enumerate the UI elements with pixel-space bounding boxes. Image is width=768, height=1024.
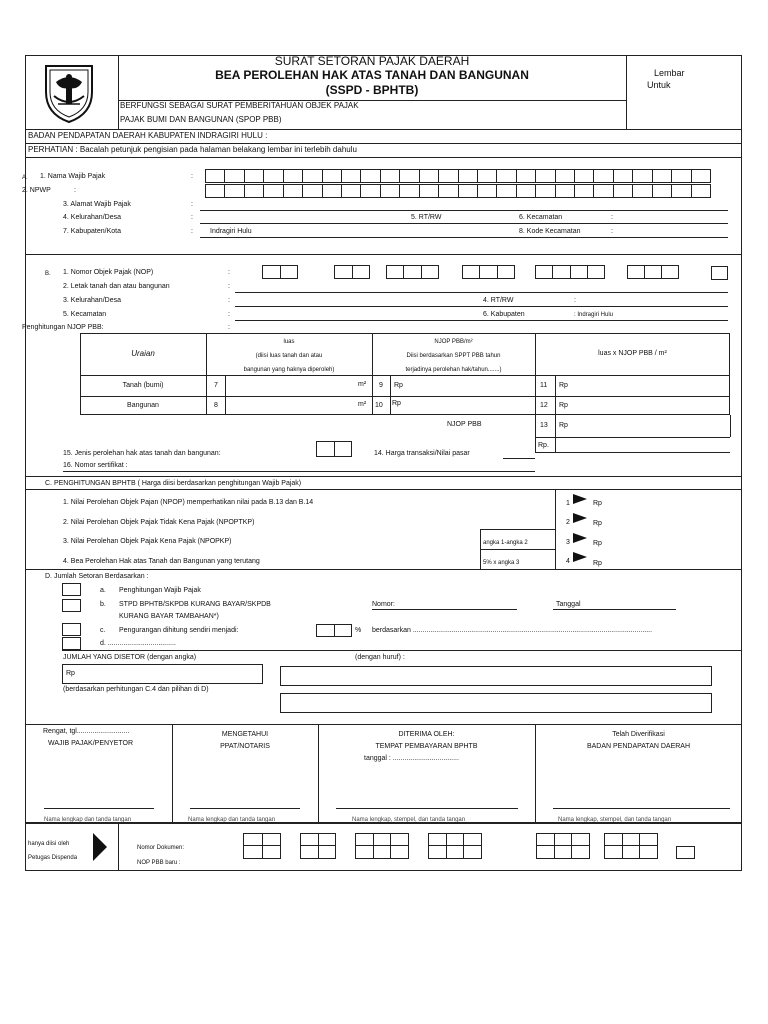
penghitungan-njop-label: Penghitungan NJOP PBB: — [22, 324, 104, 331]
diterima-oleh: DITERIMA OLEH: — [398, 731, 455, 738]
kelurahan-a-label: 4. Kelurahan/Desa — [63, 214, 121, 221]
harga-transaksi-label: 14. Harga transaksi/Nilai pasar — [374, 450, 470, 457]
row-bangunan: Bangunan — [127, 402, 159, 409]
c-row3-npopkp: 3. Nilai Perolehan Objek Pajak Kena Pajak (NPOPKP) — [63, 538, 232, 545]
nop-pbb-baru-label: NOP PBB baru : — [137, 860, 181, 866]
alamat-wajib-pajak-line[interactable] — [200, 210, 728, 211]
nop-seg7[interactable] — [711, 266, 728, 280]
fungsi-line1: BERFUNGSI SEBAGAI SURAT PEMBERITAHUAN OBJEK PAJAK — [120, 101, 359, 110]
nop-label: 1. Nomor Objek Pajak (NOP) — [63, 269, 154, 276]
letak-label: 2. Letak tanah dan atau bangunan — [63, 283, 170, 290]
npwp-label: 2. NPWP — [22, 187, 51, 194]
d-tanggal-line[interactable] — [553, 609, 676, 610]
c-row2-marker-icon — [573, 513, 587, 525]
mengetahui: MENGETAHUI — [221, 731, 269, 738]
tempat-pembayaran: TEMPAT PEMBAYARAN BPHTB — [375, 743, 478, 750]
rengat-tgl: Rengat, tgl........................... — [43, 728, 130, 735]
nop-seg3[interactable] — [386, 265, 439, 279]
jumlah-disetor-label: JUMLAH YANG DISETOR (dengan angka) — [63, 654, 197, 661]
fungsi-line2: PAJAK BUMI DAN BANGUNAN (SPOP PBB) — [120, 115, 282, 124]
d-option-b-label: STPD BPHTB/SKPDB KURANG BAYAR/SKPDB — [119, 601, 271, 608]
nop-baru-seg7[interactable] — [676, 846, 695, 859]
kecamatan-b-label: 5. Kecamatan — [63, 311, 107, 318]
alamat-wajib-pajak-label: 3. Alamat Wajib Pajak — [63, 201, 131, 208]
c-row1-npop: 1. Nilai Perolehan Objek Pajan (NPOP) memperhatikan nilai pada B.13 dan B.14 — [63, 499, 314, 506]
d-option-c-checkbox[interactable] — [62, 623, 81, 636]
d-nomor-line[interactable] — [372, 609, 517, 610]
letak-line[interactable] — [235, 292, 728, 293]
kecamatan-a-label: 6. Kecamatan — [519, 214, 563, 221]
jumlah-huruf-input2[interactable] — [280, 693, 712, 713]
signature-line-wajib[interactable] — [44, 808, 154, 809]
kode-kecamatan-label: 8. Kode Kecamatan — [519, 228, 581, 235]
nop-baru-seg2[interactable] — [300, 833, 336, 859]
c-row4-bphtb: 4. Bea Perolehan Hak atas Tanah dan Bangunan yang terutang — [63, 558, 260, 565]
tanggal-terima: tanggal : .................................. — [364, 755, 459, 762]
col-luas-x-njop: luas x NJOP PBB / m² — [598, 350, 667, 357]
c-row3-marker-icon — [573, 533, 587, 545]
d-option-d-checkbox[interactable] — [62, 637, 81, 650]
rtrw-a-label: 5. RT/RW — [411, 214, 442, 221]
ppat-notaris: PPAT/NOTARIS — [220, 743, 270, 750]
kabupaten-b-value: : Indragiri Hulu — [574, 312, 614, 318]
nomor-sertifikat-label: 16. Nomor sertifikat : — [63, 462, 128, 469]
form-title-line2: BEA PEROLEHAN HAK ATAS TANAH DAN BANGUNAN — [215, 68, 529, 82]
jenis-perolehan-label: 15. Jenis perolehan hak atas tanah dan bangunan: — [63, 450, 221, 457]
petugas-dispenda: Petugas Dispenda — [28, 855, 78, 861]
jumlah-angka-input[interactable] — [62, 664, 263, 684]
signature-line-dispenda[interactable] — [553, 808, 730, 809]
telah-diverifikasi: Telah Diverifikasi — [612, 731, 665, 738]
col-uraian: Uraian — [131, 349, 155, 358]
regency-emblem-logo — [38, 62, 100, 124]
hanya-diisi-oleh: hanya diisi oleh — [28, 841, 70, 847]
nop-baru-seg1[interactable] — [243, 833, 281, 859]
nop-baru-seg4[interactable] — [428, 833, 482, 859]
d-option-a-checkbox[interactable] — [62, 583, 81, 596]
jumlah-note: (berdasarkan perhitungan C.4 dan pilihan di D) — [63, 686, 209, 693]
section-d-title: D. Jumlah Setoran Berdasarkan : — [45, 573, 149, 580]
nop-seg4[interactable] — [462, 265, 515, 279]
nop-baru-seg5[interactable] — [536, 833, 590, 859]
section-c-title: C. PENGHITUNGAN BPHTB ( Harga diisi berdasarkan penghitungan Wajib Pajak) — [45, 480, 302, 487]
c-row4-marker-icon — [573, 552, 587, 564]
nop-seg1[interactable] — [262, 265, 298, 279]
d-option-d-label: d. ................................... — [100, 640, 176, 647]
signature-line-ppat[interactable] — [190, 808, 300, 809]
nama-wajib-pajak-label: 1. Nama Wajib Pajak — [40, 173, 106, 180]
d-pengurangan-pct-input[interactable] — [316, 624, 352, 637]
nop-baru-seg6[interactable] — [604, 833, 658, 859]
c-row1-marker-icon — [573, 494, 587, 506]
jenis-perolehan-input[interactable] — [316, 441, 352, 457]
nomor-dokumen-label: Nomor Dokumen: — [137, 845, 185, 851]
kelurahan-b-label: 3. Kelurahan/Desa — [63, 297, 121, 304]
kabupaten-b-label: 6. Kabupaten — [483, 311, 525, 318]
badan-label: BADAN PENDAPATAN DAERAH KABUPATEN INDRAGIRI HULU : — [28, 131, 268, 140]
wajib-pajak-penyetor: WAJIB PAJAK/PENYETOR — [48, 740, 134, 747]
d-nomor-label: Nomor: — [372, 601, 395, 608]
form-title-line3: (SSPD - BPHTB) — [325, 83, 419, 97]
npwp-input[interactable] — [205, 184, 711, 198]
untuk-label: Untuk — [647, 80, 671, 90]
signature-line-bank[interactable] — [336, 808, 518, 809]
d-tanggal-label: Tanggal — [556, 601, 581, 608]
c-row2-npoptkp: 2. Nilai Perolehan Objek Pajak Tidak Kena Pajak (NPOPTKP) — [63, 519, 255, 526]
dengan-huruf-label: (dengan huruf) : — [355, 654, 405, 661]
lembar-label: Lembar — [654, 68, 685, 78]
form-title-line1: SURAT SETORAN PAJAK DAERAH — [274, 54, 470, 68]
nop-seg2[interactable] — [334, 265, 370, 279]
nop-baru-seg3[interactable] — [355, 833, 409, 859]
d-option-c-label: Pengurangan dihitung sendiri menjadi: — [119, 627, 239, 634]
d-option-a-label: Penghitungan Wajib Pajak — [119, 587, 201, 594]
kelurahan-a-line[interactable] — [200, 223, 728, 224]
jumlah-huruf-input1[interactable] — [280, 666, 712, 686]
harga-transaksi-line[interactable] — [503, 458, 535, 459]
nop-seg5[interactable] — [535, 265, 605, 279]
footer-arrow-icon — [93, 833, 107, 863]
badan-pendapatan: BADAN PENDAPATAN DAERAH — [586, 743, 691, 750]
d-option-b-checkbox[interactable] — [62, 599, 81, 612]
rtrw-b-label: 4. RT/RW — [483, 297, 514, 304]
nop-seg6[interactable] — [627, 265, 679, 279]
row-tanah: Tanah (bumi) — [122, 382, 164, 389]
perhatian-note: PERHATIAN : Bacalah petunjuk pengisian pada halaman belakang lembar ini terlebih dahulu — [28, 145, 357, 154]
nama-wajib-pajak-input[interactable] — [205, 169, 711, 183]
kabupaten-a-value: Indragiri Hulu — [210, 228, 252, 235]
njop-pbb-total-label: NJOP PBB — [447, 421, 482, 428]
kabupaten-a-label: 7. Kabupaten/Kota — [63, 228, 121, 235]
